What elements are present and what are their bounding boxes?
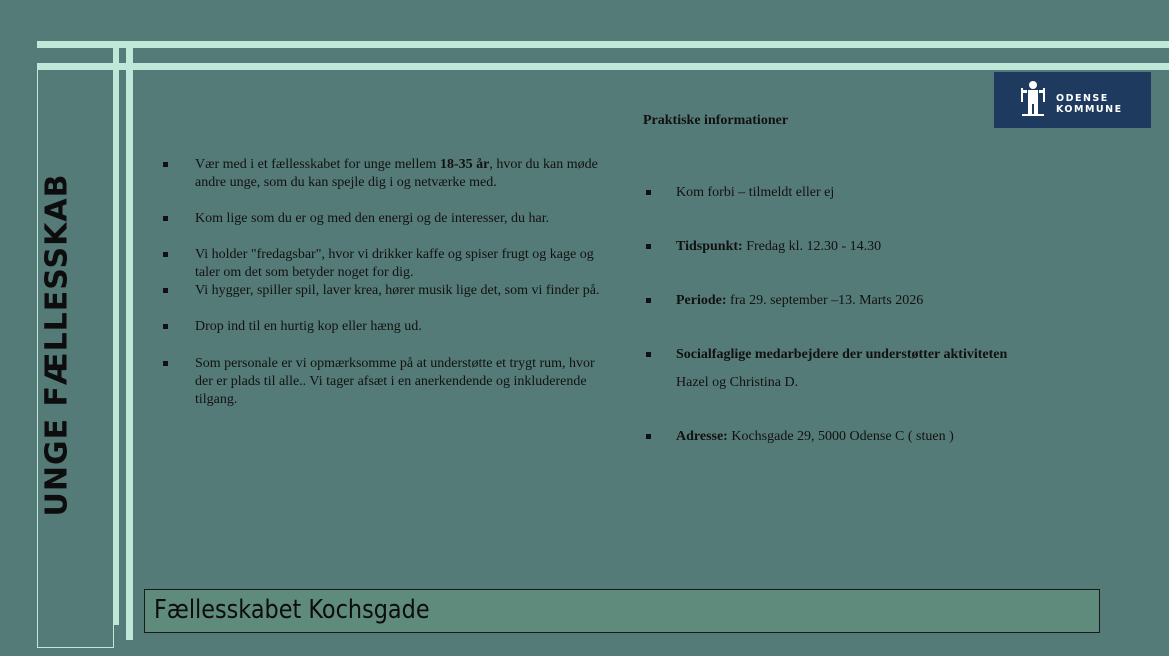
list-item: Drop ind til en hurtig kop eller hæng ud.	[160, 318, 600, 336]
practical-info	[643, 112, 1113, 482]
info-item-staff: Socialfaglige medarbejdere der understøtter aktiviteten Hazel og Christina D.	[643, 346, 1113, 392]
left-frame-line-2	[126, 41, 133, 640]
info-item-period: Periode: fra 29. september –13. Marts 2026	[643, 292, 1113, 310]
info-item: Kom forbi – tilmeldt eller ej	[643, 184, 1113, 202]
list-item: Som personale er vi opmærksomme på at understøtte et trygt rum, hvor der er plads til alle.. Vi tager afsæt i en anerkendende og inkluderende tilgang.	[160, 355, 600, 409]
side-title: UNGE FÆLLESSKAB	[39, 173, 75, 517]
list-item: Vi holder "fredagsbar", hvor vi drikker kaffe og spiser frugt og kage og taler om det som betyder noget for dig.	[160, 246, 600, 282]
list-item: Kom lige som du er og med den energi og de interesser, du har.	[160, 210, 600, 228]
top-frame-line-2	[37, 63, 1169, 70]
top-frame-line	[37, 41, 1169, 48]
footer-box	[144, 589, 1100, 633]
info-item-time: Tidspunkt: Fredag kl. 12.30 - 14.30	[643, 238, 1113, 256]
logo-line1: ODENSE	[1056, 93, 1109, 104]
list-item: Vær med i et fællesskabet for unge mellem 18-35 år, hvor du kan møde andre unge, som du kan spejle dig i og netværke med.	[160, 156, 600, 192]
staff-names: Hazel og Christina D.	[676, 375, 799, 390]
list-item: Vi hygger, spiller spil, laver krea, hører musik lige det, som vi finder på.	[160, 282, 600, 300]
info-heading: Praktiske informationer	[643, 113, 789, 128]
logo-line2: KOMMUNE	[1056, 104, 1123, 115]
description-list	[160, 156, 600, 409]
footer-title: Fællesskabet Kochsgade	[154, 595, 430, 625]
info-item-address: Adresse: Kochsgade 29, 5000 Odense C ( stuen )	[643, 428, 1113, 446]
